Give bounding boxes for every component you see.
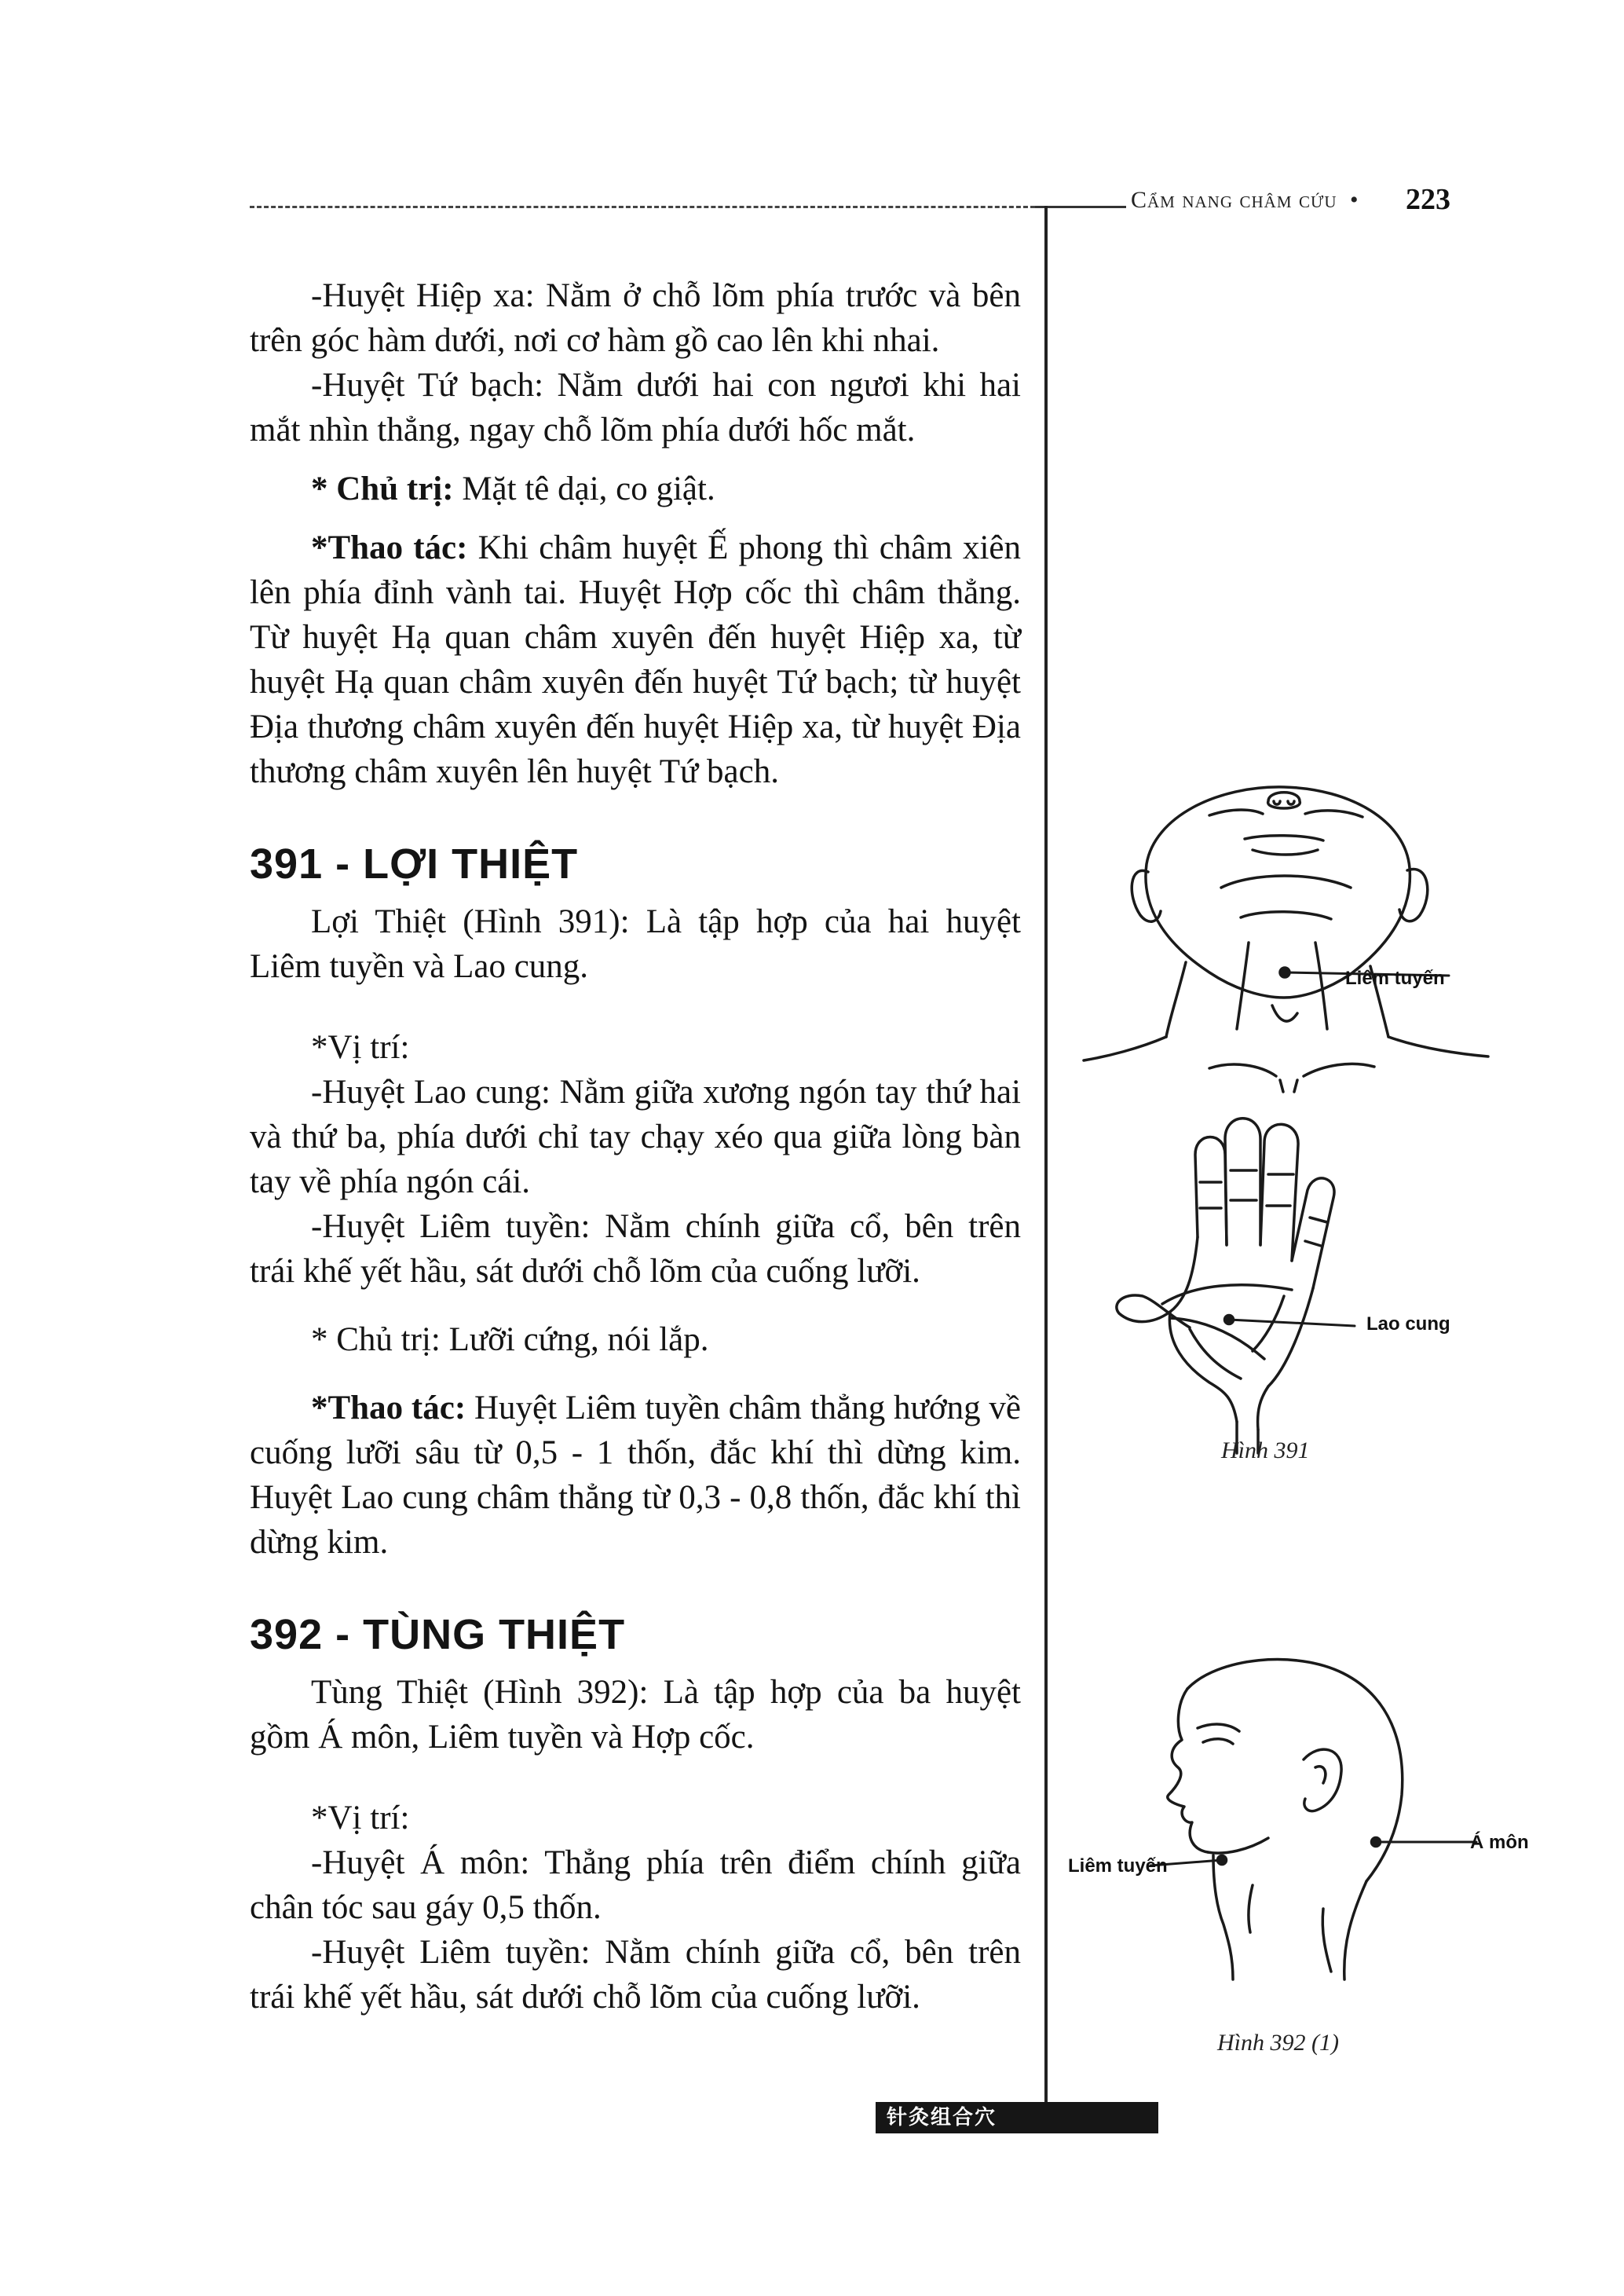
section-391-intro: Lợi Thiệt (Hình 391): Là tập hợp của hai huyệt Liêm tuyền và Lao cung. (250, 903, 1021, 985)
figure-391-caption: Hình 391 (1221, 1437, 1310, 1463)
section-392-position-label: *Vị trí: (311, 1800, 410, 1836)
liem-tuyen-label-391: Liêm tuyến (1345, 968, 1445, 989)
paragraph-hiep-xa: -Huyệt Hiệp xa: Nằm ở chỗ lõm phía trước và bên trên góc hàm dưới, nơi cơ hàm gồ cao lên khi nhai. (250, 277, 1021, 359)
section-391-technique (250, 1386, 1021, 1565)
footer-stamp: 针灸组合穴 (876, 2102, 1158, 2133)
header-rule-right (1035, 206, 1126, 208)
section-392-intro: Tùng Thiệt (Hình 392): Là tập hợp của ba huyệt gồm Á môn, Liêm tuyền và Hợp cốc. (250, 1674, 1021, 1756)
lao-cung-label: Lao cung (1366, 1313, 1450, 1335)
hand-illustration (1107, 1108, 1484, 1477)
running-head (1131, 187, 1366, 222)
section-391-technique-label: *Thao tác: (311, 1390, 466, 1426)
section-391-liem-tuyen: -Huyệt Liêm tuyền: Nằm chính giữa cổ, bên trên trái khế yết hầu, sát dưới chỗ lõm của cuống lưỡi. (250, 1208, 1021, 1290)
figure-391-hand (1107, 1108, 1484, 1477)
page-number: 223 (1406, 183, 1450, 216)
section-391-indication-label: * Chủ trị: (311, 1321, 441, 1358)
indication-label: * Chủ trị: (311, 471, 454, 507)
technique-label: *Thao tác: (311, 529, 468, 566)
section-heading-392: 392 - TÙNG THIỆT (250, 1611, 626, 1658)
book-title: Cẩm nang châm cứu (1131, 187, 1337, 213)
liem-tuyen-label-392: Liêm tuyến (1068, 1855, 1168, 1877)
column-divider (1044, 206, 1048, 2122)
text-column (250, 273, 1021, 2020)
paragraph-indication (250, 467, 1021, 511)
section-391-indication (250, 1317, 1021, 1362)
figure-392-profile (1068, 1650, 1539, 2074)
section-391-position-label: *Vị trí: (311, 1029, 410, 1066)
header-bullet: • (1350, 187, 1359, 213)
paragraph-tu-bach: -Huyệt Tứ bạch: Nằm dưới hai con ngươi khi hai mắt nhìn thẳng, ngay chỗ lõm phía dưới hốc mắt. (250, 367, 1021, 449)
paragraph-technique (250, 525, 1021, 794)
section-391-technique-text: Huyệt Liêm tuyền châm thẳng hướng về cuống lưỡi sâu từ 0,5 - 1 thốn, đắc khí thì dừng kim. Huyệt Lao cung châm thẳng từ 0,3 - 0,8 thốn, đắc khí thì dừng kim. (250, 1390, 1021, 1561)
figure-392-caption: Hình 392 (1) (1217, 2030, 1339, 2056)
section-391-indication-text: Lưỡi cứng, nói lắp. (440, 1321, 709, 1358)
header-rule (250, 206, 1035, 208)
section-392-a-mon: -Huyệt Á môn: Thẳng phía trên điểm chính giữa chân tóc sau gáy 0,5 thốn. (250, 1844, 1021, 1926)
technique-text: Khi châm huyệt Ế phong thì châm xiên lên phía đỉnh vành tai. Huyệt Hợp cốc thì châm thẳng. Từ huyệt Hạ quan châm xuyên đến huyệt Hiệp xa, từ huyệt Hạ quan châm xuyên đến huyệt Tứ bạch; từ huyệt Địa thương châm xuyên đến huyệt Hiệp xa, từ huyệt Địa thương châm xuyên lên huyệt Tứ bạch. (250, 529, 1021, 790)
a-mon-label: Á môn (1470, 1832, 1529, 1853)
section-391-lao-cung: -Huyệt Lao cung: Nằm giữa xương ngón tay thứ hai và thứ ba, phía dưới chỉ tay chạy xéo qua giữa lòng bàn tay về phía ngón cái. (250, 1074, 1021, 1200)
figure-391-neck (1092, 778, 1500, 1092)
section-392-liem-tuyen: -Huyệt Liêm tuyền: Nằm chính giữa cổ, bên trên trái khế yết hầu, sát dưới chỗ lõm của cuống lưỡi. (250, 1934, 1021, 2016)
indication-text: Mặt tê dại, co giật. (453, 471, 715, 507)
section-heading-391: 391 - LỢI THIỆT (250, 840, 579, 888)
neck-illustration (1092, 778, 1500, 1092)
